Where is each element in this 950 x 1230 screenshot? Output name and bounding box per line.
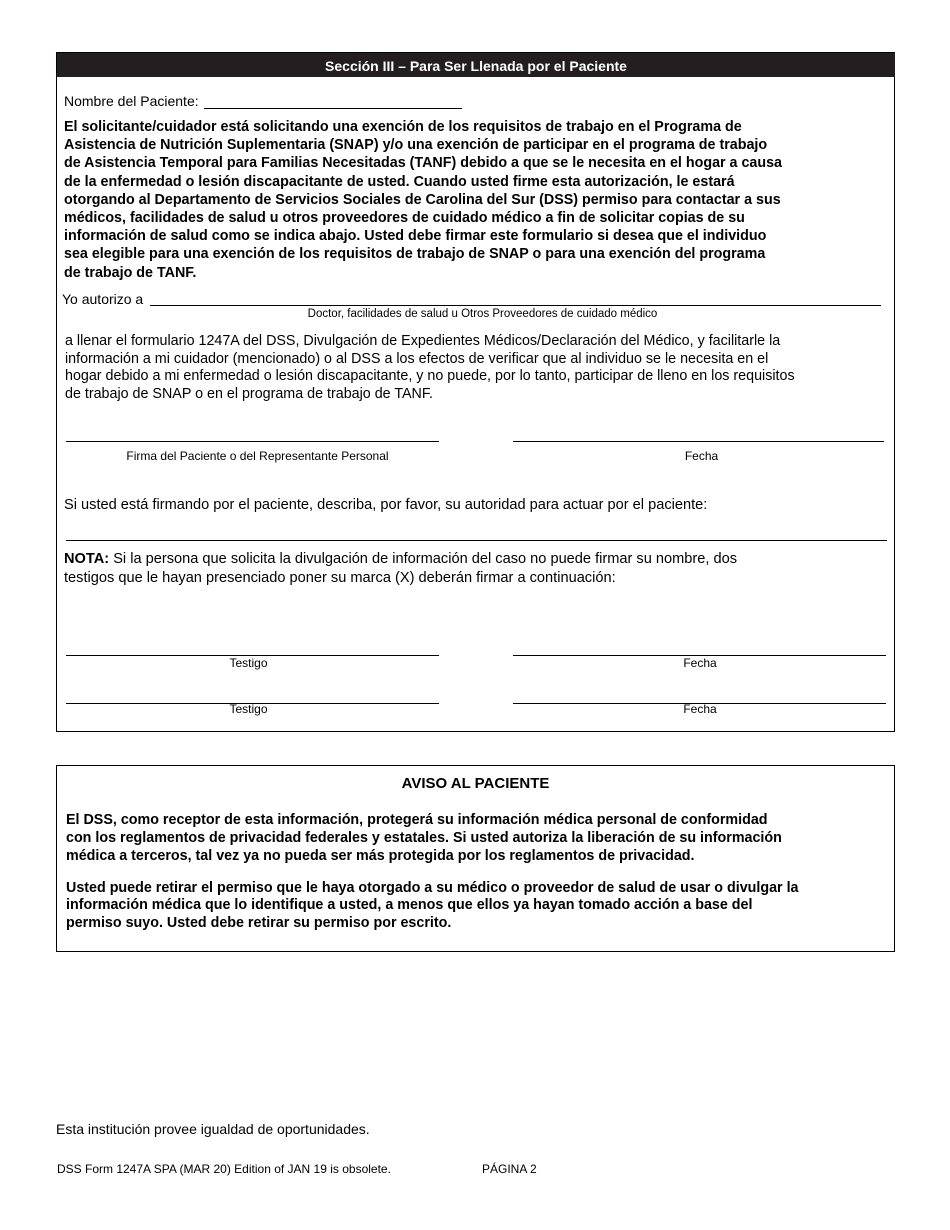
notice-paragraph-2 [66, 880, 866, 932]
form-identifier: DSS Form 1247A SPA (MAR 20) Edition of JAN 19 is obsolete. [57, 1162, 391, 1176]
note-paragraph [64, 550, 884, 587]
request-line: Asistencia de Nutrición Suplementaria (SNAP) y/o una exención de participar en el programa de trabajo [64, 137, 768, 154]
purpose-line: de trabajo de SNAP o en el programa de trabajo de TANF. [65, 385, 433, 402]
request-line: de trabajo de TANF. [64, 264, 197, 281]
signature-date-caption: Fecha [684, 449, 719, 463]
notice-line: información médica que lo identifique a usted, a menos que ellos ya hayan tomado acción a base del [66, 897, 753, 914]
note-label: NOTA: [64, 551, 110, 567]
notice-line: médica a terceros, tal vez ya no pueda ser más protegida por los reglamentos de privacidad. [66, 847, 695, 864]
authority-prompt: Si usted está firmando por el paciente, describa, por favor, su autoridad para actuar por el paciente: [64, 497, 708, 513]
purpose-line: a llenar el formulario 1247A del DSS, Divulgación de Expedientes Médicos/Declaración del Médico, y facilitarle la [65, 333, 781, 349]
notice-line: permiso suyo. Usted debe retirar su permiso por escrito. [66, 914, 452, 931]
section-iii-header: Sección III – Para Ser Llenada por el Paciente [57, 53, 895, 77]
patient-name-field[interactable] [204, 90, 462, 109]
notice-line: El DSS, como receptor de esta información, protegerá su información médica personal de conformidad [66, 812, 768, 828]
request-line: El solicitante/cuidador está solicitando una exención de los requisitos de trabajo en el Programa de [64, 119, 742, 135]
note-line: Si la persona que solicita la divulgación de información del caso no puede firmar su nombre, dos [113, 551, 738, 567]
authorize-provider-field[interactable] [150, 289, 881, 306]
notice-line: con los reglamentos de privacidad federales y estatales. Si usted autoriza la liberación de su información [66, 829, 782, 846]
patient-notice-title: AVISO AL PACIENTE [401, 775, 550, 792]
witness-1-caption: Testigo [229, 656, 268, 670]
equal-opportunity-statement: Esta institución provee igualdad de oportunidades. [56, 1121, 370, 1137]
signature-date-line[interactable] [513, 441, 884, 442]
witness-2-caption: Testigo [229, 702, 268, 716]
note-line: testigos que le hayan presenciado poner su marca (X) deberán firmar a continuación: [64, 569, 616, 586]
purpose-paragraph [65, 333, 890, 403]
request-line: médicos, facilidades de salud u otros proveedores de cuidado médico a fin de solicitar copias de su [64, 210, 745, 227]
authorize-label: Yo autorizo a [62, 291, 144, 307]
page-number: PÁGINA 2 [482, 1162, 537, 1176]
notice-paragraph-1 [66, 812, 886, 865]
request-paragraph [64, 118, 894, 282]
request-line: de la enfermedad o lesión discapacitante de usted. Cuando usted firme esta autorización, le estará [64, 173, 735, 190]
purpose-line: hogar debido a mi enfermedad o lesión discapacitante, y no puede, por lo tanto, participar de lleno en los requisitos [65, 368, 795, 385]
request-line: de Asistencia Temporal para Familias Necesitadas (TANF) debido a que se le necesita en el hogar a causa [64, 155, 783, 172]
authorize-caption: Doctor, facilidades de salud u Otros Proveedores de cuidado médico [307, 308, 658, 320]
request-line: sea elegible para una exención de los requisitos de trabajo de SNAP o para una exención del programa [64, 246, 766, 263]
authority-description-line[interactable] [66, 540, 887, 541]
request-line: otorgando al Departamento de Servicios Sociales de Carolina del Sur (DSS) permiso para contactar a sus [64, 191, 781, 208]
signature-caption: Firma del Paciente o del Representante Personal [126, 449, 389, 463]
patient-name-label: Nombre del Paciente: [64, 93, 199, 109]
purpose-line: información a mi cuidador (mencionado) o al DSS a los efectos de verificar que al individuo se le necesita en el [65, 350, 769, 367]
witness-2-date-caption: Fecha [683, 702, 717, 716]
patient-signature-line[interactable] [66, 441, 439, 442]
request-line: información de salud como se indica abajo. Usted debe firmar este formulario si desea que el individuo [64, 228, 767, 245]
witness-1-date-caption: Fecha [683, 656, 717, 670]
notice-line: Usted puede retirar el permiso que le haya otorgado a su médico o proveedor de salud de usar o divulgar la [66, 880, 799, 896]
